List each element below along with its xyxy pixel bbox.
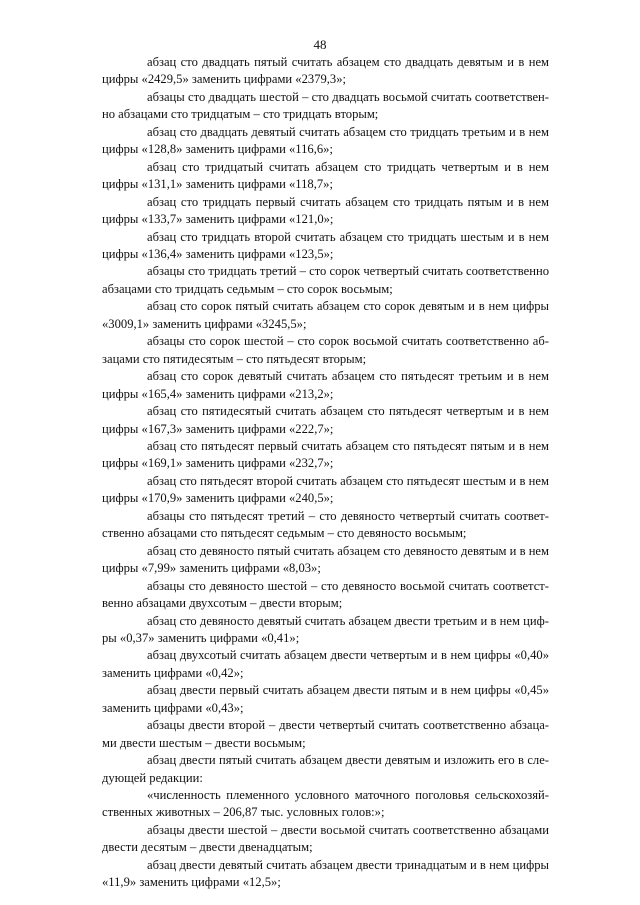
paragraph: абзац двести девятый считать абзацем двести тринадцатым и в нем цифры «11,9» заменить цифрами «12,5»; <box>102 857 549 890</box>
paragraph: абзац сто девяносто девятый считать абзацем двести третьим и в нем цифры «0,37» заменить цифрами «0,41»; <box>102 613 549 645</box>
paragraph: абзацы двести второй – двести четвертый считать соответственно абзацами двести шестым – двести восьмым; <box>102 718 549 750</box>
paragraph: абзац двухсотый считать абзацем двести четвертым и в нем цифры «0,40» заменить цифрами «0,42»; <box>102 648 549 680</box>
paragraph: абзац двести пятый считать абзацем двести девятым и изложить его в следующей редакции: <box>102 753 549 785</box>
paragraph: абзац сто сорок девятый считать абзацем сто пятьдесят третьим и в нем цифры «165,4» заменить цифрами «213,2»; <box>102 369 549 401</box>
page-number: 48 <box>313 37 327 52</box>
paragraph: абзац сто сорок пятый считать абзацем сто сорок девятым и в нем цифры «3009,1» заменить цифрами «3245,5»; <box>102 299 549 331</box>
paragraph: абзацы сто пятьдесят третий – сто девяносто четвертый считать соответственно абзацами сто пятьдесят седьмым – сто девяносто восьмым; <box>102 508 549 541</box>
paragraph: абзац сто двадцать девятый считать абзацем сто тридцать третьим и в нем цифры «128,8» заменить цифрами «116,6»; <box>102 124 549 157</box>
paragraph: абзац сто пятьдесят первый считать абзацем сто пятьдесят пятым и в нем цифры «169,1» заменить цифрами «232,7»; <box>102 438 549 471</box>
paragraph: «численность племенного условного маточного поголовья сельскохозяйственных животных – 206,87 тыс. условных голов:»; <box>102 788 549 820</box>
paragraph: абзац сто пятьдесят второй считать абзацем сто пятьдесят шестым и в нем цифры «170,9» заменить цифрами «240,5»; <box>102 473 549 506</box>
paragraph: абзацы двести шестой – двести восьмой считать соответственно абзацами двести десятым – двести двенадцатым; <box>102 822 549 855</box>
paragraph: абзацы сто тридцать третий – сто сорок четвертый считать соответственно абзацами сто тридцать седьмым – сто сорок восьмым; <box>102 264 549 296</box>
paragraph: абзац сто тридцать первый считать абзацем сто тридцать пятым и в нем цифры «133,7» заменить цифрами «121,0»; <box>102 194 549 227</box>
paragraph: абзац сто двадцать пятый считать абзацем сто двадцать девятым и в нем цифры «2429,5» заменить цифрами «2379,3»; <box>102 55 549 87</box>
paragraph: абзац сто тридцатый считать абзацем сто тридцать четвертым и в нем цифры «131,1» заменить цифрами «118,7»; <box>102 159 549 192</box>
paragraph: абзац двести первый считать абзацем двести пятым и в нем цифры «0,45» заменить цифрами «0,43»; <box>102 683 549 715</box>
paragraph: абзацы сто девяносто шестой – сто девяносто восьмой считать соответственно абзацами двухсотым – двести вторым; <box>102 578 549 611</box>
paragraph: абзац сто пятидесятый считать абзацем сто пятьдесят четвертым и в нем цифры «167,3» заменить цифрами «222,7»; <box>102 404 549 436</box>
paragraph: абзац сто девяносто пятый считать абзацем сто девяносто девятым и в нем цифры «7,99» заменить цифрами «8,03»; <box>102 543 549 576</box>
document-body <box>102 54 549 892</box>
paragraph: абзац сто тридцать второй считать абзацем сто тридцать шестым и в нем цифры «136,4» заменить цифрами «123,5»; <box>102 229 549 261</box>
paragraph: абзацы сто двадцать шестой – сто двадцать восьмой считать соответственно абзацами сто тридцатым – сто тридцать вторым; <box>102 89 549 122</box>
paragraph: абзацы сто сорок шестой – сто сорок восьмой считать соответственно абзацами сто пятидесятым – сто пятьдесят вторым; <box>102 334 549 366</box>
